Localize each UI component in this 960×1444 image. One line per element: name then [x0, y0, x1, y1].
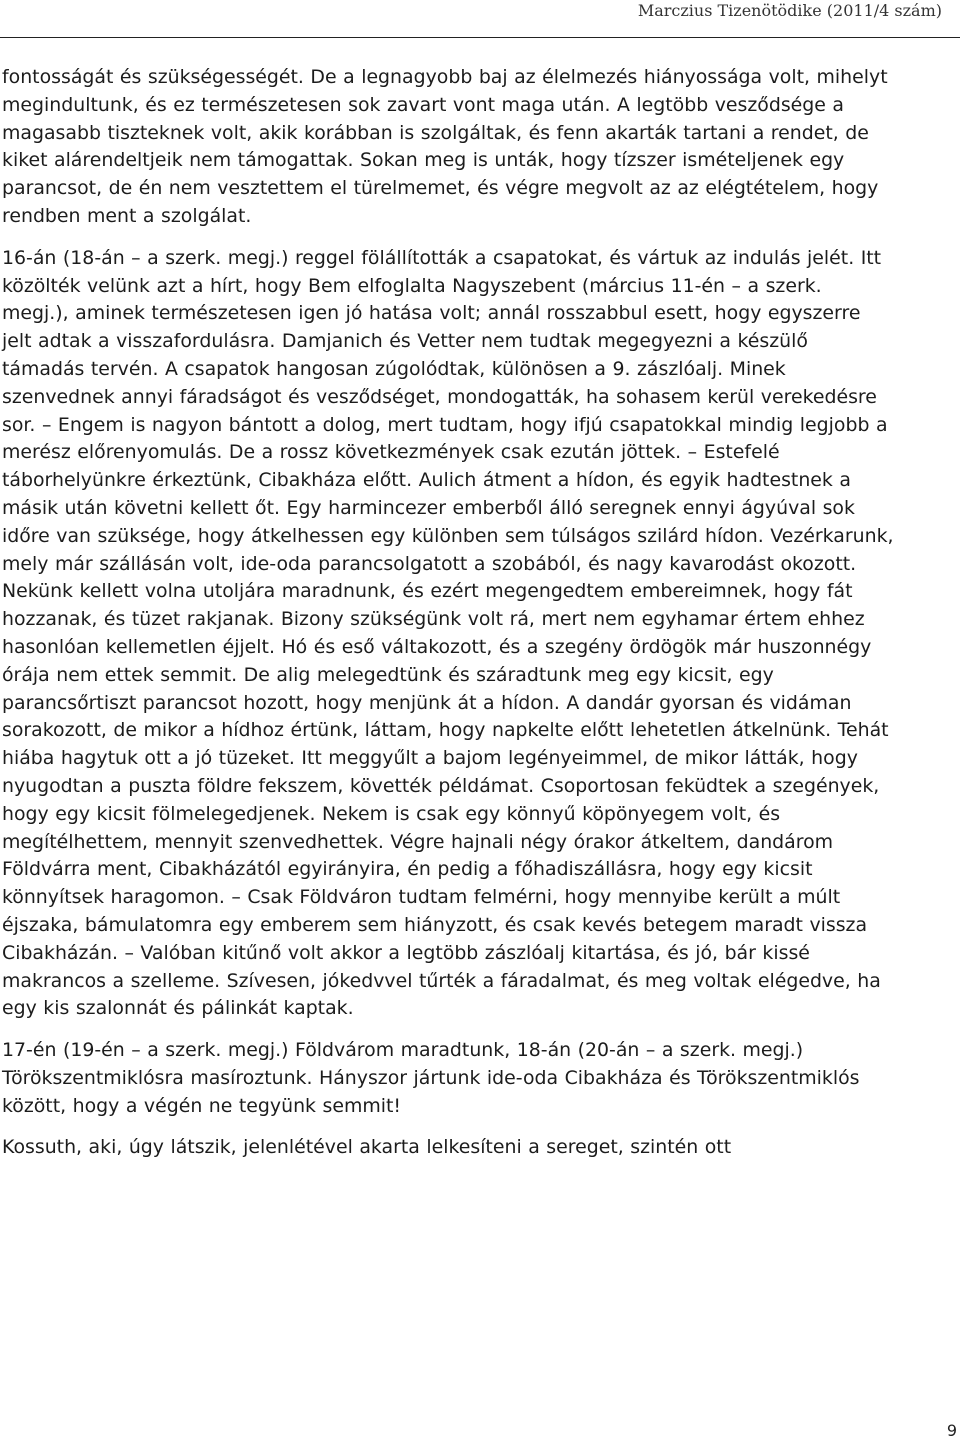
paragraph-3: 17-én (19-én – a szerk. megj.) Földvárom maradtunk, 18-án (20-án – a szerk. megj.) Törökszentmiklósra masíroztunk. Hányszor jártunk ide-oda Cibakháza és Törökszentmiklós között, hogy a végén ne tegyünk semmit! — [2, 1039, 860, 1117]
document-body — [2, 64, 894, 1176]
paragraph-1: fontosságát és szükségességét. De a legnagyobb baj az élelmezés hiányossága volt, mihelyt megindultunk, és ez természetesen sok zavart vont maga után. A legtöbb vesződsége a magasabb tiszteknek volt, akik korábban is szolgáltak, és fenn akarták tartani a rendet, de kiket alárendeltjeik nem támogattak. Sokan meg is unták, hogy tízszer ismételjenek egy parancsot, de én nem vesztettem el türelmemet, és végre megvolt az az elégtételem, hogy rendben ment a szolgálat. — [2, 66, 888, 227]
paragraph-2: 16-án (18-án – a szerk. megj.) reggel fölállították a csapatokat, és vártuk az indulás jelét. Itt közölték velünk azt a hírt, hogy Bem elfoglalta Nagyszebent (március 11-én – a szerk. megj.), aminek természetesen igen jó hatása volt; annál rosszabbul esett, hogy egyszerre jelt adtak a visszafordulásra. Damjanich és Vetter nem tudtak megegyezni a készülő támadás tervén. A csapatok hangosan zúgolódtak, különösen a 9. zászlóalj. Minek szenvednek annyi fáradságot és vesződséget, mondogatták, ha sohasem kerül verekedésre sor. – Engem is nagyon bántott a dolog, mert tudtam, hogy ifjú csapatokkal mindig legjobb a merész előrenyomulás. De a rossz következmények csak ezután jöttek. – Estefelé táborhelyünkre érkeztünk, Cibakháza előtt. Aulich átment a hídon, és egyik hadtestnek a másik után követni kellett őt. Egy harmincezer emberből álló seregnek ennyi ágyúval sok időre van szüksége, hogy átkelhessen egy különben sem túlságos szilárd hídon. Vezérkarunk, mely már szállásán volt, ide-oda parancsolgatott a szobából, és nagy kavarodást okozott. Nekünk kellett volna utoljára maradnunk, és ezért megengedtem embereimnek, hogy fát hozzanak, és tüzet rakjanak. Bizony szükségünk volt rá, mert nem egyhamar értem ehhez hasonlóan kellemetlen éjjelt. Hó és eső váltakozott, és a szegény ördögök már huszonnégy órája nem ettek semmit. De alig melegedtünk és száradtunk meg egy kicsit, egy parancsőrtiszt parancsot hozott, hogy menjünk át a hídon. A dandár gyorsan és vidáman sorakozott, de mikor a hídhoz értünk, láttam, hogy napkelte előtt lehetetlen átkelnünk. Tehát hiába hagytuk ott a jó tüzeket. Itt meggyűlt a bajom legényeimmel, de mikor látták, hogy nyugodtan a puszta földre fekszem, követték példámat. Csoportosan feküdtek a szegények, hogy egy kicsit fölmelegedjenek. Nekem is csak egy könnyű köpönyegem volt, és megítélhettem, mennyit szenvedhettek. Végre hajnali négy órakor átkeltem, dandárom Földvárra ment, Cibakházától egyirányira, én pedig a főhadiszállásra, hogy egy kicsit könnyítsek haragomon. – Csak Földváron tudtam felmérni, hogy mennyibe került a múlt éjszaka, bámulatomra egy emberem sem hiányzott, és csak kevés betegem maradt vissza Cibakházán. – Valóban kitűnő volt akkor a legtöbb zászlóalj kitartása, és jó, bár kissé makrancos a szelleme. Szívesen, jókedvvel tűrték a fáradalmat, és meg voltak elégedve, ha egy kis szalonnát és pálinkát kaptak. — [2, 246, 894, 1020]
running-header: Marczius Tizenötödike (2011/4 szám) — [637, 1, 942, 20]
page-number: 9 — [946, 1421, 957, 1440]
paragraph-4: Kossuth, aki, úgy látszik, jelenlétével akarta lelkesíteni a sereget, szintén ott — [2, 1136, 732, 1159]
header-divider — [0, 37, 960, 38]
